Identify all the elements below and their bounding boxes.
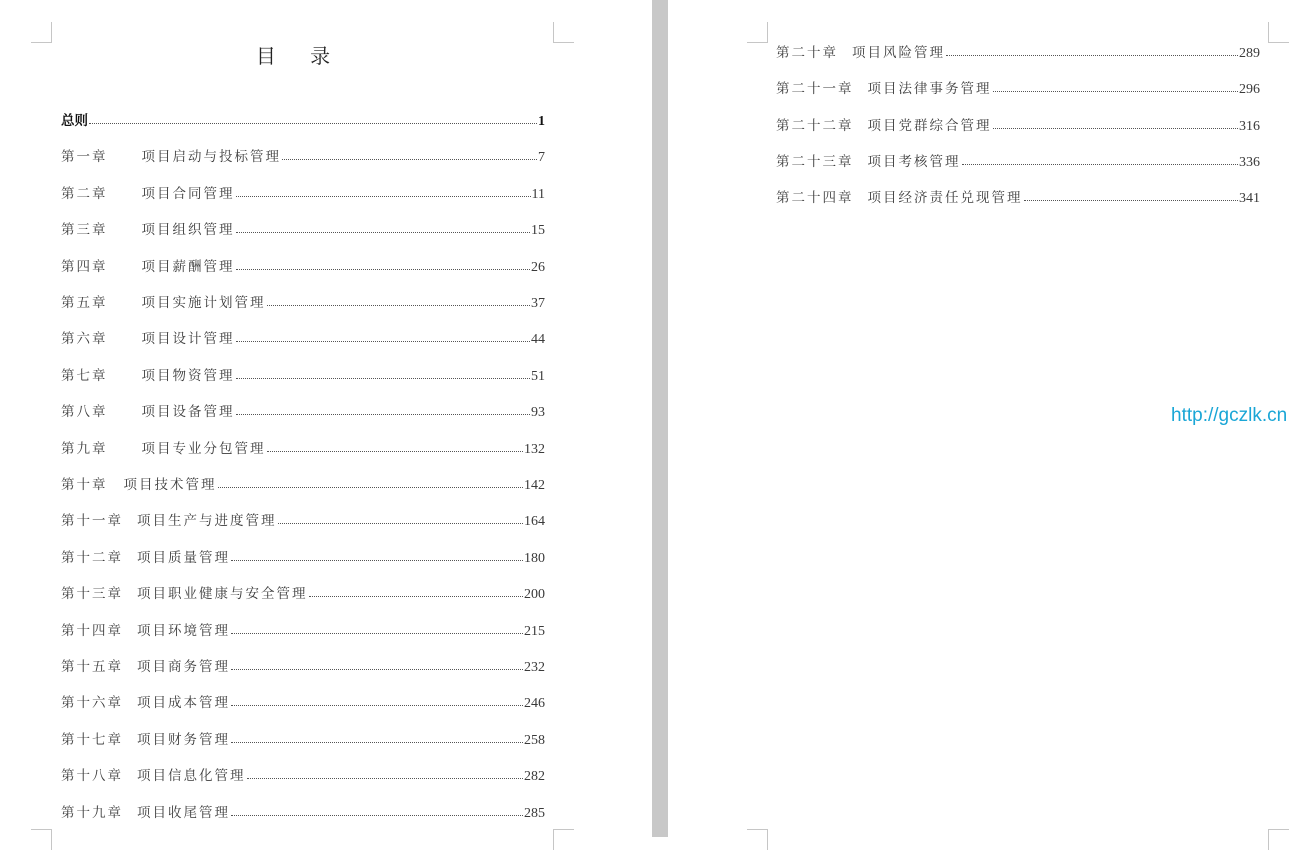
- toc-chapter-number: 第三章: [61, 222, 108, 239]
- toc-leader-dots: [993, 87, 1239, 92]
- toc-title: 目 录: [255, 44, 345, 68]
- toc-chapter-title: 项目党群综合管理: [867, 117, 992, 134]
- toc-chapter-title: 项目设备管理: [141, 404, 235, 421]
- toc-entry-label: [776, 80, 992, 98]
- toc-entry[interactable]: [61, 185, 545, 204]
- toc-entry-label: [61, 294, 266, 312]
- toc-chapter-title: 项目风险管理: [852, 45, 945, 61]
- toc-entry[interactable]: [776, 117, 1260, 136]
- toc-chapter-number: 第四章: [61, 258, 108, 275]
- toc-chapter-title: 项目组织管理: [141, 222, 235, 239]
- crop-mark: [1268, 829, 1289, 850]
- toc-leader-dots: [89, 119, 537, 124]
- toc-leader-dots: [267, 301, 531, 306]
- toc-entry-label: [61, 585, 308, 603]
- toc-entry-label: [61, 112, 88, 130]
- toc-page-number: 142: [524, 478, 545, 493]
- toc-entry[interactable]: [61, 622, 545, 641]
- toc-entry-label: [61, 330, 235, 348]
- toc-chapter-title: 项目启动与投标管理: [141, 149, 281, 166]
- toc-chapter-number: 总则: [61, 113, 88, 129]
- toc-page-number: 232: [524, 660, 545, 675]
- toc-chapter-number: 第十五章: [61, 659, 123, 675]
- toc-entry-label: [776, 189, 1023, 207]
- toc-leader-dots: [282, 155, 537, 160]
- toc-chapter-number: 第六章: [61, 331, 108, 348]
- toc-entry-label: [61, 694, 230, 712]
- toc-entry[interactable]: [61, 330, 545, 349]
- toc-chapter-number: 第九章: [61, 440, 108, 457]
- toc-chapter-number: 第十章: [61, 477, 108, 493]
- toc-entry-label: [61, 804, 230, 822]
- toc-entry[interactable]: [61, 804, 545, 823]
- toc-leader-dots: [236, 192, 531, 197]
- toc-leader-dots: [946, 51, 1238, 56]
- document-page-left: [0, 0, 652, 837]
- toc-chapter-number: 第十四章: [61, 622, 123, 639]
- toc-entry[interactable]: [776, 153, 1260, 172]
- toc-entry[interactable]: [61, 440, 545, 459]
- toc-page-number: 296: [1239, 82, 1260, 98]
- toc-leader-dots: [231, 701, 523, 706]
- toc-page-number: 200: [524, 587, 545, 603]
- toc-entry-label: [776, 44, 945, 62]
- toc-entry[interactable]: [61, 694, 545, 713]
- toc-entry[interactable]: [776, 80, 1260, 99]
- toc-entry-label: [776, 117, 992, 135]
- crop-mark: [553, 829, 574, 850]
- toc-leader-dots: [267, 447, 524, 452]
- toc-entry-label: [61, 403, 235, 421]
- toc-chapter-number: 第十九章: [61, 804, 123, 821]
- toc-chapter-number: 第二十二章: [776, 117, 854, 134]
- toc-chapter-title: 项目考核管理: [867, 153, 961, 170]
- toc-leader-dots: [236, 374, 531, 379]
- toc-entry[interactable]: [61, 367, 545, 386]
- toc-page-number: 1: [538, 114, 545, 129]
- toc-entry-label: [61, 658, 230, 676]
- toc-page-number: 7: [538, 150, 545, 166]
- toc-leader-dots: [236, 410, 531, 415]
- toc-leader-dots: [1024, 196, 1239, 201]
- toc-entry[interactable]: [776, 189, 1260, 208]
- toc-entry[interactable]: [61, 658, 545, 677]
- toc-chapter-title: 项目技术管理: [123, 477, 217, 493]
- toc-entry-label: [61, 148, 281, 166]
- toc-chapter-title: 项目法律事务管理: [867, 81, 992, 98]
- toc-leader-dots: [231, 629, 523, 634]
- toc-entry[interactable]: [61, 403, 545, 422]
- toc-page-number: 316: [1239, 118, 1260, 134]
- toc-entry[interactable]: [61, 148, 545, 167]
- toc-entry-label: [61, 622, 230, 640]
- toc-entry-label: [61, 440, 266, 458]
- toc-entry-label: [61, 476, 217, 494]
- toc-chapter-number: 第五章: [61, 295, 108, 311]
- toc-page-number: 215: [524, 623, 545, 639]
- toc-entry-label: [61, 185, 235, 203]
- toc-chapter-title: 项目专业分包管理: [141, 440, 266, 457]
- toc-page-number: 258: [524, 732, 545, 748]
- toc-chapter-title: 项目物资管理: [141, 367, 235, 384]
- toc-leader-dots: [236, 337, 531, 342]
- toc-entry-label: [776, 153, 961, 171]
- toc-page-number: 180: [524, 550, 545, 566]
- toc-entry-label: [61, 731, 230, 749]
- toc-leader-dots: [993, 124, 1239, 129]
- crop-mark: [1268, 22, 1289, 43]
- toc-chapter-title: 项目合同管理: [141, 185, 235, 202]
- toc-page-number: 132: [524, 441, 545, 457]
- toc-page-number: 44: [531, 332, 545, 348]
- toc-chapter-number: 第十一章: [61, 513, 123, 530]
- toc-leader-dots: [231, 556, 523, 561]
- toc-leader-dots: [309, 592, 524, 597]
- toc-chapter-number: 第十二章: [61, 549, 123, 566]
- toc-leader-dots: [231, 811, 523, 816]
- crop-mark: [747, 22, 768, 43]
- toc-leader-dots: [231, 665, 523, 670]
- toc-chapter-title: 项目质量管理: [137, 549, 230, 566]
- toc-chapter-number: 第二十四章: [776, 190, 854, 207]
- toc-chapter-number: 第二章: [61, 185, 108, 202]
- toc-entry-label: [61, 258, 235, 276]
- toc-page-number: 282: [524, 769, 545, 785]
- toc-entry-label: [61, 512, 277, 530]
- toc-entry[interactable]: [61, 585, 545, 604]
- toc-chapter-title: 项目成本管理: [137, 695, 230, 712]
- toc-page-number: 341: [1239, 191, 1260, 207]
- toc-entry-label: [61, 221, 235, 239]
- toc-page-number: 51: [531, 368, 545, 384]
- crop-mark: [31, 829, 52, 850]
- toc-chapter-number: 第七章: [61, 367, 108, 384]
- toc-chapter-title: 项目生产与进度管理: [137, 513, 277, 530]
- toc-chapter-title: 项目实施计划管理: [141, 295, 266, 311]
- toc-page-number: 37: [531, 296, 545, 311]
- toc-page-number: 246: [524, 696, 545, 712]
- toc-page-number: 93: [531, 405, 545, 421]
- watermark-link[interactable]: http://gczlk.cn: [1171, 405, 1288, 426]
- toc-entry[interactable]: [61, 476, 545, 495]
- toc-chapter-number: 第八章: [61, 404, 108, 421]
- toc-leader-dots: [247, 774, 524, 779]
- toc-chapter-title: 项目职业健康与安全管理: [137, 586, 308, 603]
- toc-entry-label: [61, 549, 230, 567]
- toc-entry[interactable]: [61, 549, 545, 568]
- toc-leader-dots: [236, 228, 531, 233]
- toc-chapter-title: 项目信息化管理: [137, 768, 246, 785]
- toc-page-number: 15: [531, 223, 545, 239]
- toc-chapter-title: 项目经济责任兑现管理: [867, 190, 1023, 207]
- toc-entry[interactable]: [61, 731, 545, 750]
- toc-page-number: 336: [1239, 154, 1260, 170]
- toc-chapter-number: 第二十章: [776, 45, 838, 61]
- toc-chapter-title: 项目设计管理: [141, 331, 235, 348]
- toc-page-number: 11: [531, 186, 545, 202]
- toc-page-number: 289: [1239, 46, 1260, 61]
- toc-chapter-number: 第二十三章: [776, 153, 854, 170]
- toc-chapter-number: 第二十一章: [776, 81, 854, 98]
- toc-entry[interactable]: [61, 258, 545, 277]
- toc-entry-label: [61, 367, 235, 385]
- toc-page-number: 26: [531, 259, 545, 275]
- toc-leader-dots: [236, 265, 531, 270]
- page-gutter: [652, 0, 668, 837]
- toc-leader-dots: [278, 519, 524, 524]
- toc-chapter-number: 第十七章: [61, 731, 123, 748]
- toc-entry[interactable]: [776, 44, 1260, 63]
- toc-entry[interactable]: [61, 512, 545, 531]
- toc-entry[interactable]: [61, 767, 545, 786]
- crop-mark: [747, 829, 768, 850]
- toc-page-number: 164: [524, 514, 545, 530]
- toc-entry[interactable]: [61, 112, 545, 131]
- toc-chapter-title: 项目收尾管理: [137, 804, 230, 821]
- toc-chapter-number: 第一章: [61, 149, 108, 166]
- toc-entry-label: [61, 767, 246, 785]
- toc-chapter-title: 项目薪酬管理: [141, 258, 235, 275]
- toc-leader-dots: [962, 160, 1239, 165]
- toc-chapter-title: 项目环境管理: [137, 622, 230, 639]
- toc-entry[interactable]: [61, 294, 545, 313]
- toc-page-number: 285: [524, 805, 545, 821]
- toc-entry[interactable]: [61, 221, 545, 240]
- toc-leader-dots: [231, 738, 523, 743]
- toc-chapter-title: 项目财务管理: [137, 731, 230, 748]
- toc-chapter-number: 第十六章: [61, 695, 123, 712]
- toc-chapter-number: 第十八章: [61, 768, 123, 785]
- toc-chapter-title: 项目商务管理: [137, 659, 230, 675]
- toc-leader-dots: [218, 483, 524, 488]
- toc-chapter-number: 第十三章: [61, 586, 123, 603]
